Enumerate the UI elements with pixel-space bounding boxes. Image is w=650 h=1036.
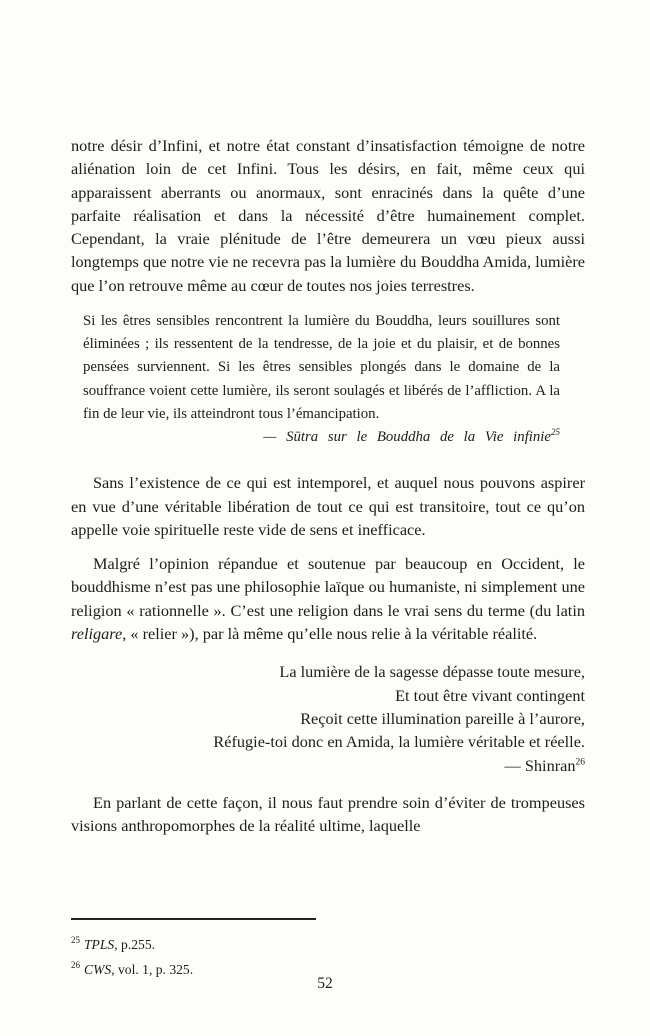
text-block xyxy=(71,134,585,848)
paragraph-3-latin-term: religare xyxy=(71,624,123,644)
blockquote-sutra xyxy=(83,310,560,449)
footnote-25-marker: 25 xyxy=(71,935,80,946)
paragraph-3-text-before: Malgré l’opinion répandue et soutenue par beaucoup en Occident, le bouddhisme n’est pas une philosophie laïque ou humaniste, ni simplement une religion « rationnelle ». C’est une religion dans le vrai sens du terme (du latin xyxy=(71,554,585,620)
footnote-25-detail: , p.255. xyxy=(114,937,156,952)
verse-attribution xyxy=(71,754,585,777)
footnotes-section xyxy=(71,918,585,982)
verse-line-2: Et tout être vivant contingent xyxy=(395,685,585,705)
paragraph-4: En parlant de cette façon, il nous faut prendre soin d’éviter de trompeuses visions anthropomorphes de la réalité ultime, laquelle xyxy=(71,792,585,836)
page-number: 52 xyxy=(317,975,333,992)
blockquote-attribution-text: — Sūtra sur le Bouddha de la Vie infinie xyxy=(263,429,551,446)
footnote-25 xyxy=(71,932,585,957)
verse-line-1: La lumière de la sagesse dépasse toute mesure, xyxy=(279,662,585,682)
footnote-separator-rule xyxy=(71,918,316,920)
footnote-26-detail: , vol. 1, p. 325. xyxy=(111,962,194,977)
verse-line-4: Réfugie-toi donc en Amida, la lumière véritable et réelle. xyxy=(213,732,585,752)
blockquote-attribution xyxy=(83,426,560,449)
footnote-reference-25: 25 xyxy=(551,427,560,438)
verse-attribution-text: — Shinran xyxy=(504,755,576,775)
footnote-reference-26: 26 xyxy=(575,757,585,768)
footnote-26-work: CWS xyxy=(84,962,112,977)
verse-line-3: Reçoit cette illumination pareille à l’aurore, xyxy=(300,708,585,728)
paragraph-3-text-after: , « relier »), par là même qu’elle nous relie à la véritable réalité. xyxy=(122,624,538,644)
blockquote-text: Si les êtres sensibles rencontrent la lumière du Bouddha, leurs souillures sont éliminées ; ils ressentent de la tendresse, de la joie et du plaisir, et de bonnes pensées surviennent. Si les êtres sensibles plongés dans le domaine de la souffrance voient cette lumière, ils seront soulagés et libérés de l’affliction. A la fin de leur vie, ils atteindront tous l’émancipation. xyxy=(83,313,560,422)
footnote-26-marker: 26 xyxy=(71,960,80,971)
paragraph-3 xyxy=(71,552,585,645)
paragraph-2: Sans l’existence de ce qui est intemporel, et auquel nous pouvons aspirer en vue d’une véritable libération de tout ce qui est transitoire, tout ce qu’on appelle voie spirituelle reste vide de sens et inefficace. xyxy=(71,473,585,539)
verse-shinran xyxy=(71,660,585,776)
paragraph-1: notre désir d’Infini, et notre état constant d’insatisfaction témoigne de notre aliénation loin de cet Infini. Tous les désirs, en fait, même ceux qui apparaissent aberrants ou anormaux, sont enracinés dans la quête d’une parfaite réalisation et dans la nécessité d’être humainement complet. Cependant, la vraie plénitude de l’être demeurera un vœu pieux aussi longtemps que notre vie ne recevra pas la lumière du Bouddha Amida, lumière que l’on retrouve même au cœur de toutes nos joies terrestres. xyxy=(71,136,585,295)
footnote-25-work: TPLS xyxy=(84,937,115,952)
